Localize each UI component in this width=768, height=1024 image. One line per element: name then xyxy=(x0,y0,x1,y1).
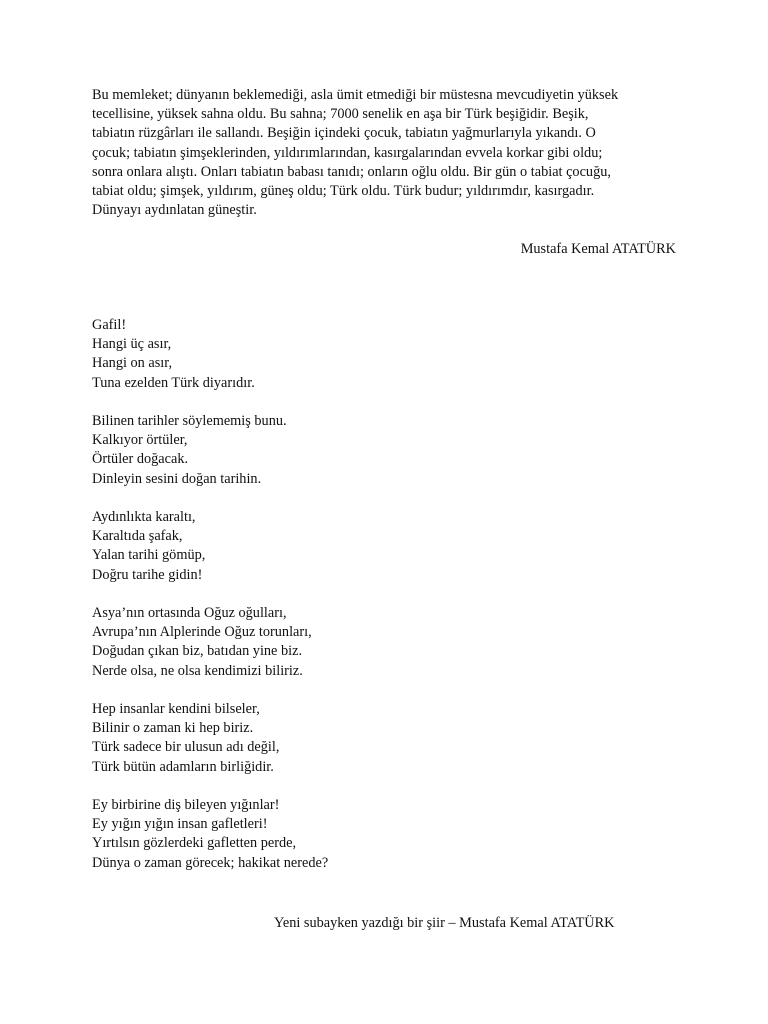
poem-stanza-5 xyxy=(92,700,652,777)
poem-footer-attribution: Yeni subayken yazdığı bir şiir – Mustafa Kemal ATATÜRK xyxy=(274,915,615,931)
poem-line: Dünya o zaman görecek; hakikat nerede? xyxy=(92,854,329,871)
poem-line: Asya’nın ortasında Oğuz oğulları, xyxy=(92,605,287,621)
poem-stanza-4 xyxy=(92,604,652,681)
poem-line: Kalkıyor örtüler, xyxy=(92,432,188,449)
poem-line: Doğudan çıkan biz, batıdan yine biz. xyxy=(92,643,303,660)
poem-line: Türk bütün adamların birliğidir. xyxy=(92,758,274,775)
intro-line: Dünyayı aydınlatan güneştir. xyxy=(92,202,257,219)
intro-line: tecellisine, yüksek sahna oldu. Bu sahna; 7000 senelik en aşa bir Türk beşiğidir. Beşik, xyxy=(92,106,589,123)
poem-line: Doğru tarihe gidin! xyxy=(92,566,203,583)
poem-line: Örtüler doğacak. xyxy=(92,451,189,468)
poem-line: Yırtılsın gözlerdeki gafletten perde, xyxy=(92,835,297,852)
poem-stanza-1 xyxy=(92,316,652,393)
intro-line: tabiat oldu; şimşek, yıldırım, güneş oldu; Türk oldu. Türk budur; yıldırımdır, kasırgadır. xyxy=(92,183,595,200)
intro-paragraph xyxy=(92,86,684,220)
poem-line: Nerde olsa, ne olsa kendimizi biliriz. xyxy=(92,662,303,679)
poem-line: Tuna ezelden Türk diyarıdır. xyxy=(92,374,255,391)
intro-line: sonra onlara alıştı. Onları tabiatın babası tanıdı; onların oğlu oldu. Bir gün o tabiat çocuğu, xyxy=(92,163,611,180)
poem-line: Hangi üç asır, xyxy=(92,336,172,353)
poem-line: Bilinir o zaman ki hep biriz. xyxy=(92,720,254,737)
poem-line: Hep insanlar kendini bilseler, xyxy=(92,701,260,717)
poem-line: Aydınlıkta karaltı, xyxy=(92,509,196,525)
poem-line: Bilinen tarihler söylememiş bunu. xyxy=(92,413,287,429)
poem xyxy=(92,316,652,892)
poem-line: Karaltıda şafak, xyxy=(92,528,183,545)
poem-line: Dinleyin sesini doğan tarihin. xyxy=(92,470,262,487)
intro-line: çocuk; tabiatın şimşeklerinden, yıldırımlarından, kasırgalarından evvela korkar gibi oldu; xyxy=(92,144,603,161)
intro-line: Bu memleket; dünyanın beklemediği, asla ümit etmediği bir müstesna mevcudiyetin yüksek xyxy=(92,87,619,103)
intro-signature: Mustafa Kemal ATATÜRK xyxy=(520,241,676,257)
poem-stanza-3 xyxy=(92,508,652,585)
poem-stanza-2 xyxy=(92,412,652,489)
poem-line: Avrupa’nın Alplerinde Oğuz torunları, xyxy=(92,624,312,641)
poem-line: Ey yığın yığın insan gafletleri! xyxy=(92,816,268,833)
poem-line: Yalan tarihi gömüp, xyxy=(92,547,206,564)
poem-line: Türk sadece bir ulusun adı değil, xyxy=(92,739,280,756)
poem-stanza-6 xyxy=(92,796,652,873)
poem-line: Hangi on asır, xyxy=(92,355,173,372)
poem-line: Gafil! xyxy=(92,317,127,333)
poem-line: Ey birbirine diş bileyen yığınlar! xyxy=(92,797,280,813)
intro-line: tabiatın rüzgârları ile sallandı. Beşiğin içindeki çocuk, tabiatın yağmurlarıyla yıkandı. O xyxy=(92,125,596,142)
